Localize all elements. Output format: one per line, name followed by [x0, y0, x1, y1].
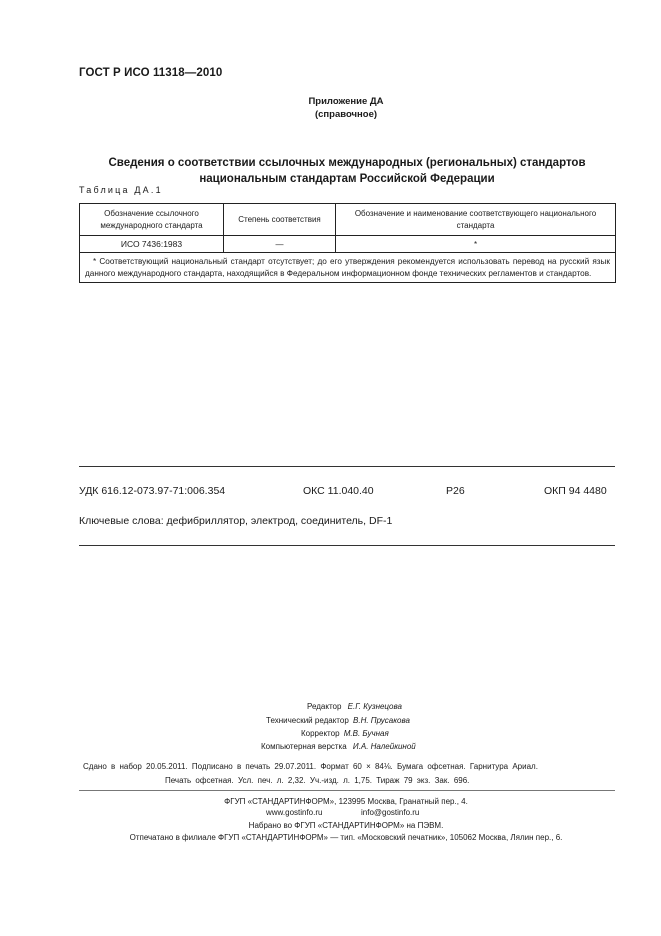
- credit-proofreader-label: Корректор: [301, 729, 340, 738]
- credit-layout-name: И.А. Налейкиной: [352, 742, 416, 751]
- appendix-title: Приложение ДА: [308, 96, 384, 107]
- cell-designation: ИСО 7436:1983: [80, 236, 224, 253]
- credit-editor: [307, 702, 402, 711]
- table-header-row: [80, 204, 616, 236]
- oks-code: ОКС 11.040.40: [303, 485, 374, 497]
- publisher-website[interactable]: www.gostinfo.ru: [266, 808, 323, 817]
- divider-top: [79, 466, 615, 467]
- column-header-national: Обозначение и наименование соответствующего национального стандарта: [336, 204, 616, 236]
- table-footnote: * Соответствующий национальный стандарт отсутствует; до его утверждения рекомендуется использовать перевод на русский язык данного международного стандарта, находящийся в Федеральном информационном фонде технических регламентов и стандартов.: [80, 253, 616, 283]
- print-details-line2: Печать офсетная. Усл. печ. л. 2,32. Уч.-изд. л. 1,75. Тираж 79 экз. Зак. 696.: [165, 776, 470, 785]
- standard-header: ГОСТ Р ИСО 11318—2010: [79, 67, 223, 79]
- section-title-line2: национальным стандартам Российской Федерации: [199, 173, 495, 185]
- credit-tech-editor: [266, 716, 410, 725]
- credit-layout-label: Компьютерная верстка: [261, 742, 347, 751]
- keywords: Ключевые слова: дефибриллятор, электрод, соединитель, DF-1: [79, 515, 393, 527]
- credit-editor-label: Редактор: [307, 702, 342, 711]
- credit-editor-name: Е.Г. Кузнецова: [347, 702, 402, 711]
- cell-national: *: [336, 236, 616, 253]
- publisher-email[interactable]: info@gostinfo.ru: [361, 808, 420, 817]
- column-header-designation: Обозначение ссылочного международного стандарта: [80, 204, 224, 236]
- publisher-address: ФГУП «СТАНДАРТИНФОРМ», 123995 Москва, Гранатный пер., 4.: [224, 797, 468, 806]
- credit-tech-editor-name: В.Н. Прусакова: [353, 716, 410, 725]
- correspondence-table: [79, 203, 616, 283]
- group-code: Р26: [446, 485, 465, 497]
- appendix-subtitle: (справочное): [314, 109, 378, 120]
- credit-tech-editor-label: Технический редактор: [266, 716, 349, 725]
- cell-degree: —: [224, 236, 336, 253]
- divider-bottom: [79, 545, 615, 546]
- table-footnote-row: [80, 253, 616, 283]
- credit-proofreader-name: М.В. Бучная: [343, 729, 389, 738]
- publisher-typeset: Набрано во ФГУП «СТАНДАРТИНФОРМ» на ПЭВМ.: [248, 821, 444, 830]
- divider-publisher: [79, 790, 615, 791]
- table-label: Таблица ДА.1: [79, 185, 163, 195]
- print-details-line1: Сдано в набор 20.05.2011. Подписано в печать 29.07.2011. Формат 60 × 84⅛. Бумага офсетная. Гарнитура Ариал.: [83, 762, 538, 771]
- credit-layout: [261, 742, 416, 751]
- column-header-degree: Степень соответствия: [224, 204, 336, 236]
- udk-code: УДК 616.12-073.97-71:006.354: [79, 485, 226, 497]
- section-title-line1: Сведения о соответствии ссылочных международных (региональных) стандартов: [108, 157, 586, 169]
- publisher-printed: Отпечатано в филиале ФГУП «СТАНДАРТИНФОРМ» — тип. «Московский печатник», 105062 Москва, Лялин пер., 6.: [129, 833, 563, 842]
- credit-proofreader: [301, 729, 389, 738]
- okp-code: ОКП 94 4480: [544, 485, 607, 497]
- table-row: [80, 236, 616, 253]
